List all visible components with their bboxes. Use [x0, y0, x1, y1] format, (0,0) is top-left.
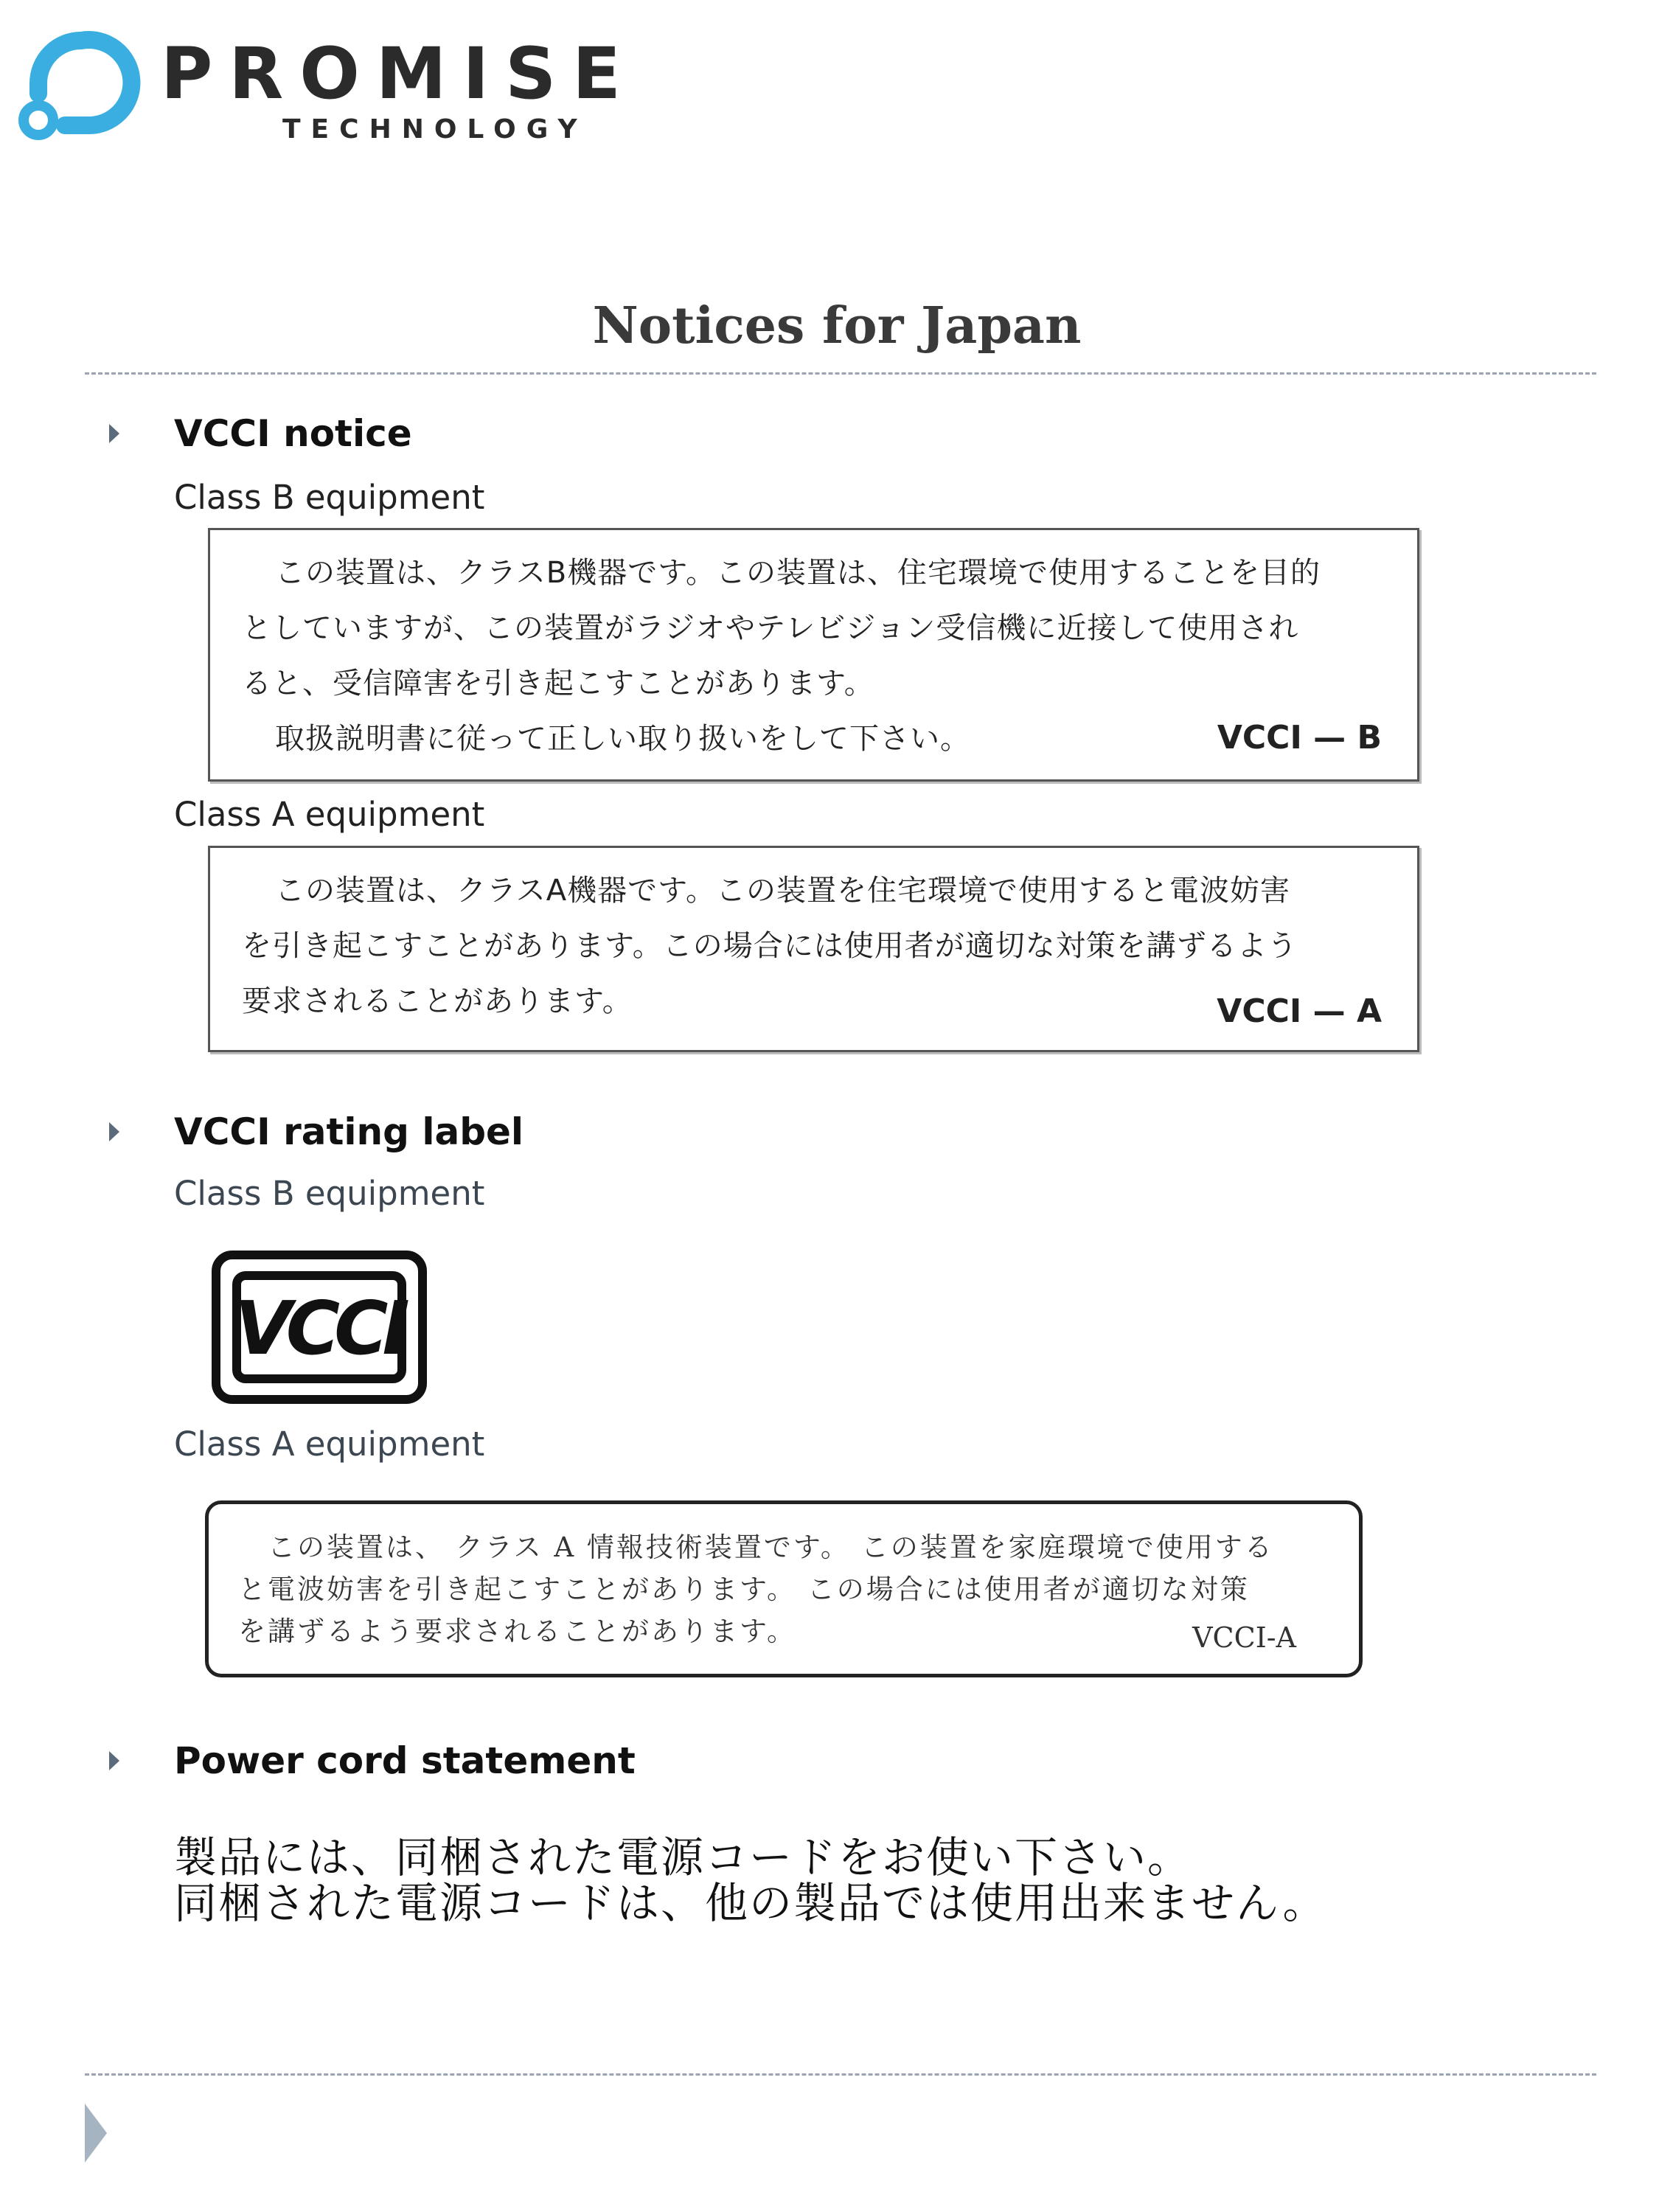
rating-line: と電波妨害を引き起こすことがあります。 この場合には使用者が適切な対策 [238, 1573, 1250, 1605]
power-cord-line: 同梱された電源コードは、他の製品では使用出来ません。 [174, 1878, 1327, 1928]
vcci-logo-text: VCCI [234, 1285, 404, 1371]
vcci-rating-heading: VCCI rating label [174, 1110, 524, 1153]
bullet-icon [109, 1122, 119, 1141]
vcci-b-code: VCCI — B [1217, 719, 1382, 757]
vcci-a-rating-code: VCCI-A [1192, 1621, 1296, 1654]
page-title: Notices for Japan [592, 296, 1082, 355]
vcci-class-a-notice-box [208, 846, 1419, 1052]
notice-line: としていますが、この装置がラジオやテレビジョン受信機に近接して使用され [242, 611, 1299, 645]
rating-line: この装置は、 クラス A 情報技術装置です。 この装置を家庭環境で使用する [268, 1531, 1274, 1563]
vcci-class-a-rating-box [205, 1500, 1363, 1677]
vcci-notice-class-a-label: Class A equipment [174, 795, 485, 834]
vcci-class-b-notice-box [208, 528, 1419, 782]
bullet-icon [109, 1751, 119, 1770]
next-arrow-icon [85, 2104, 107, 2163]
power-cord-line: 製品には、同梱された電源コードをお使い下さい。 [174, 1832, 1192, 1882]
notice-line: この装置は、クラスA機器です。この装置を住宅環境で使用すると電波妨害 [275, 874, 1290, 908]
vcci-notice-heading: VCCI notice [174, 412, 412, 455]
notice-line: この装置は、クラスB機器です。この装置は、住宅環境で使用することを目的 [275, 556, 1321, 590]
bullet-icon [109, 424, 119, 443]
notice-line: 取扱説明書に従って正しい取り扱いをして下さい。 [275, 722, 970, 756]
notice-line: 要求されることがあります。 [242, 984, 633, 1018]
vcci-logo-icon [212, 1251, 427, 1404]
top-divider [85, 372, 1596, 375]
logo-subtitle: TECHNOLOGY [282, 114, 588, 145]
bottom-divider [85, 2073, 1596, 2076]
power-cord-heading: Power cord statement [174, 1739, 636, 1782]
vcci-rating-class-b-label: Class B equipment [174, 1174, 485, 1213]
rating-line: を講ずるよう要求されることがあります。 [238, 1615, 797, 1647]
promise-logo-icon [7, 11, 147, 144]
vcci-rating-class-a-label: Class A equipment [174, 1425, 485, 1464]
vcci-a-code: VCCI — A [1217, 992, 1382, 1030]
vcci-notice-class-b-label: Class B equipment [174, 478, 485, 517]
notice-line: を引き起こすことがあります。この場合には使用者が適切な対策を講ずるよう [242, 929, 1298, 963]
logo-wordmark: PROMISE [161, 32, 637, 115]
notice-line: ると、受信障害を引き起こすことがあります。 [242, 667, 874, 700]
